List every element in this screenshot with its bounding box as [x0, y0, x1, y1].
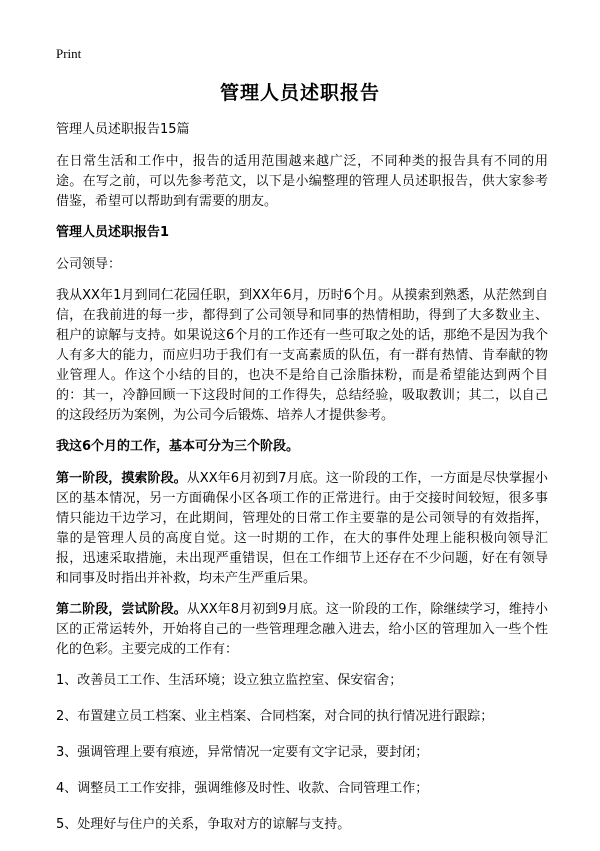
phase-1-paragraph — [56, 469, 548, 589]
body-paragraph-1: 我从XX年1月到同仁花园任职，到XX年6月，历时6个月。从摸索到熟悉，从茫然到自信，在我前进的每一步，都得到了公司领导和同事的热情相助，得到了大多数业主、租户的谅解与支持。如果说这6个月的工作还有一些可取之处的话，那绝不是因为我个人有多大的能力，而应归功于我们有一支高素质的队伍，有一群有热情、肯奉献的物业管理人。作这个小结的目的，也决不是给自己涂脂抹粉，而是希望能达到两个目的：其一，冷静回顾一下这段时间的工作得失，总结经验，吸取教训；其二，以自己的这段经历为案例，为公司今后锻炼、培养人才提供参考。 — [56, 288, 548, 423]
report-heading: 管理人员述职报告1 — [56, 225, 170, 240]
document-body — [56, 120, 548, 851]
intro-paragraph: 在日常生活和工作中，报告的适用范围越来越广泛，不同种类的报告具有不同的用途。在写之前，可以先参考范文，以下是小编整理的管理人员述职报告，供大家参考借鉴，希望可以帮助到有需要的朋友。 — [56, 154, 548, 209]
list-item: 5、处理好与住户的关系，争取对方的谅解与支持。 — [56, 817, 351, 832]
phase-2-text: 从XX年8月初到9月底。这一阶段的工作，除继续学习，维持小区的正常运转外，开始将自己的一些管理理念融入进去，给小区的管理加入一些个性化的色彩。主要完成的工作有： — [56, 602, 548, 657]
phase-1-text: 从XX年6月初到7月底。这一阶段的工作，一方面是尽快掌握小区的基本情况，另一方面确保小区各项工作的正常进行。由于交接时间较短，很多事情只能边干边学习，在此期间，管理处的日常工作主要靠的是公司领导的有效指挥，靠的是管理人员的高度自觉。这一时期的工作，在大的事件处理上能积极向领导汇报，迅速采取措施，未出现严重错误，但在工作细节上还存在不少问题，好在有领导和同事及时指出并补救，均未产生严重后果。 — [56, 471, 548, 586]
page-title: 管理人员述职报告 — [219, 82, 380, 104]
list-item: 1、改善员工工作、生活环境；设立独立监控室、保安宿舍； — [56, 673, 403, 688]
list-item: 3、强调管理上要有痕迹，异常情况一定要有文字记录，要封闭； — [56, 745, 429, 760]
list-item: 2、布置建立员工档案、业主档案、合同档案，对合同的执行情况进行跟踪； — [56, 709, 494, 724]
document-subtitle: 管理人员述职报告15篇 — [56, 122, 190, 137]
salutation: 公司领导： — [56, 257, 122, 272]
phase-1-label: 第一阶段，摸索阶段。 — [56, 471, 187, 486]
print-link[interactable]: Print — [56, 46, 82, 61]
list-item: 4、调整员工工作安排，强调维修及时性、收款、合同管理工作； — [56, 781, 429, 796]
phases-heading: 我这6个月的工作，基本可分为三个阶段。 — [56, 439, 300, 454]
phase-2-paragraph — [56, 600, 548, 660]
phase-2-label: 第二阶段，尝试阶段。 — [56, 602, 187, 617]
